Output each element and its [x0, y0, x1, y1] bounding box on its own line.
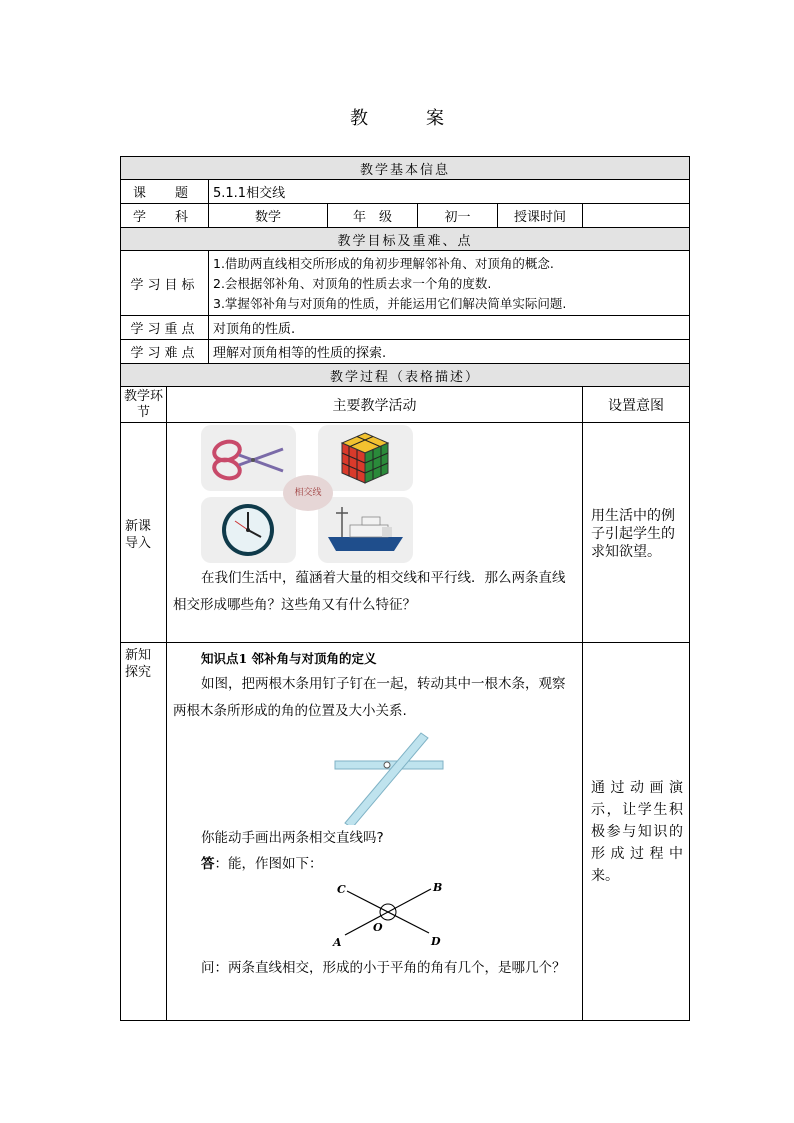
- intersecting-lines-figure: [167, 877, 582, 951]
- intro-image-grid: [167, 423, 582, 565]
- draw-question: 你能动手画出两条相交直线吗?: [201, 830, 384, 846]
- rubik-cube-card: [318, 425, 413, 491]
- goals-header: 教学目标及重难、点: [121, 228, 690, 251]
- key-point-value: 对顶角的性质.: [209, 316, 690, 340]
- difficulty-label: 学习难点: [121, 340, 209, 364]
- time-value: [583, 204, 690, 228]
- scissors-card: [201, 425, 296, 491]
- angle-question: 问：两条直线相交，形成的小于平角的角有几个，是哪几个？: [201, 960, 566, 976]
- scissors-icon: [201, 425, 296, 491]
- center-label: 相交线: [283, 475, 333, 511]
- knowledge-point-title: 知识点1 邻补角与对顶角的定义: [201, 651, 377, 666]
- rubik-cube-icon: [318, 425, 413, 491]
- topic-label: 课 题: [121, 180, 209, 204]
- lesson-plan-table: [120, 156, 690, 1021]
- wooden-sticks-figure: [167, 725, 582, 825]
- document-title: 教 案: [350, 108, 464, 129]
- answer-text: ：能，作图如下：: [214, 856, 323, 872]
- grade-value: 初一: [418, 204, 498, 228]
- difficulty-value: 理解对顶角相等的性质的探索.: [209, 340, 690, 364]
- stage-intro: 新课导入: [121, 423, 167, 643]
- objective-item: 2.会根据邻补角、对顶角的性质去求一个角的度数.: [213, 275, 492, 291]
- explore-intent: 通过动画演示，让学生积极参与知识的形成过程中来。: [583, 643, 690, 1021]
- objective-item: 1.借助两直线相交所形成的角初步理解邻补角、对顶角的概念.: [213, 255, 554, 271]
- intro-intent: 用生活中的例子引起学生的求知欲望。: [583, 423, 690, 643]
- objective-item: 3.掌握邻补角与对顶角的性质，并能运用它们解决简单实际问题.: [213, 295, 567, 311]
- subject-value: 数学: [209, 204, 328, 228]
- point-o-label: O: [373, 921, 383, 934]
- col-activity-header: 主要教学活动: [167, 387, 583, 423]
- point-b-label: B: [433, 881, 443, 894]
- ship-icon: [318, 497, 413, 563]
- stage-explore: 新知探究: [121, 643, 167, 1021]
- answer-label: 答: [201, 856, 215, 872]
- intro-activity: [167, 423, 583, 643]
- objectives-list: [209, 251, 690, 316]
- time-label: 授课时间: [498, 204, 583, 228]
- point-a-label: A: [333, 936, 342, 949]
- explore-activity: [167, 643, 583, 1021]
- answer-line: [201, 851, 576, 877]
- subject-label: 学 科: [121, 204, 209, 228]
- topic-value: 5.1.1相交线: [209, 180, 690, 204]
- key-point-label: 学习重点: [121, 316, 209, 340]
- clock-card: [201, 497, 296, 563]
- process-header: 教学过程（表格描述）: [121, 364, 690, 387]
- ship-card: [318, 497, 413, 563]
- intersecting-lines-diagram: [167, 877, 577, 951]
- col-stage-header: 教学环节: [121, 387, 167, 423]
- intro-paragraph: 在我们生活中，蕴涵着大量的相交线和平行线．那么两条直线相交形成哪些角？这些角又有什么特征？: [173, 570, 566, 613]
- objectives-label: 学习目标: [121, 251, 209, 316]
- point-c-label: C: [337, 883, 346, 896]
- sticks-diagram: [167, 725, 577, 825]
- point-d-label: D: [431, 935, 441, 948]
- col-intent-header: 设置意图: [583, 387, 690, 423]
- explore-paragraph: 如图，把两根木条用钉子钉在一起，转动其中一根木条，观察两根木条所形成的角的位置及大小关系.: [173, 676, 566, 719]
- basic-info-header: 教学基本信息: [121, 157, 690, 180]
- clock-icon: [201, 497, 296, 563]
- grade-label: 年 级: [328, 204, 418, 228]
